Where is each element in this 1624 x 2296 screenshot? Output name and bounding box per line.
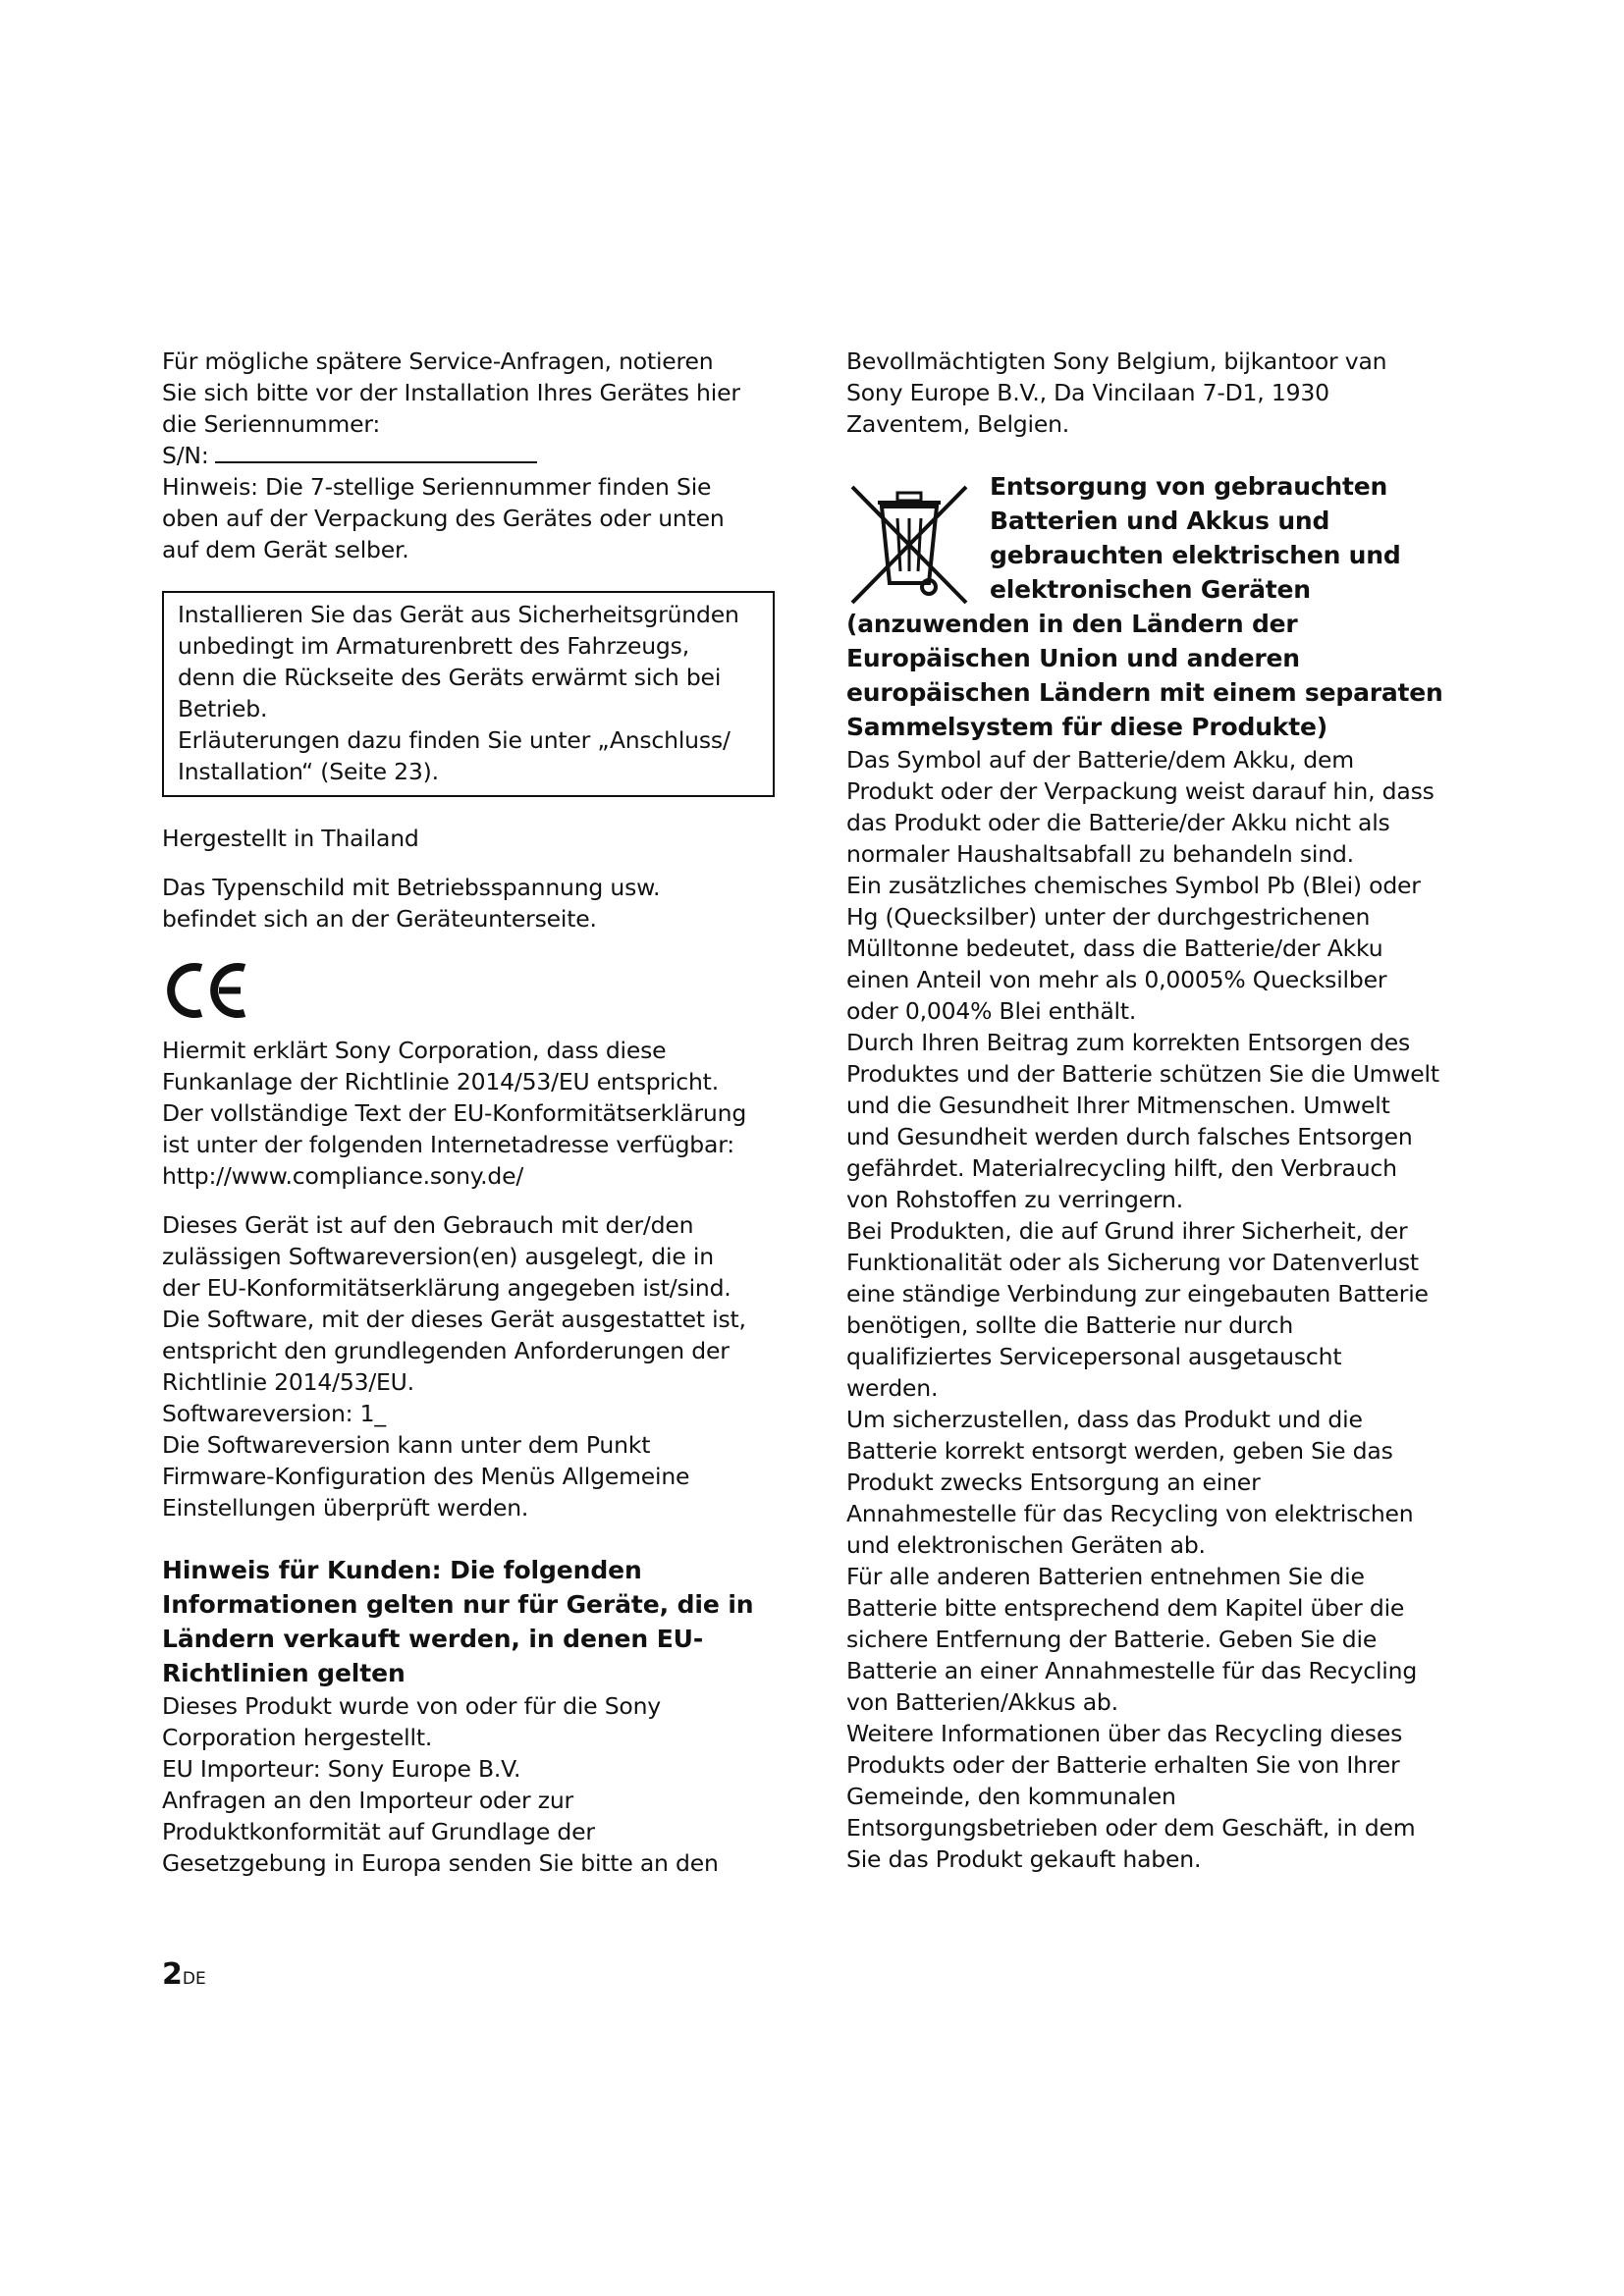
representative-address (846, 346, 1475, 440)
text-line: Produkt oder der Verpackung weist darauf hin, dass (846, 777, 1435, 805)
customer-notice-heading: Hinweis für Kunden: Die folgenden Informationen gelten nur für Geräte, die in Ländern verkauft werden, in denen EU- Richtlinien gelten (162, 1556, 754, 1687)
text-line: werden. (846, 1374, 939, 1402)
text-line: Die Software, mit der dieses Gerät ausgestattet ist, (162, 1306, 746, 1333)
language-code: DE (182, 1969, 206, 1989)
text-line: denn die Rückseite des Geräts erwärmt sich bei (178, 664, 722, 691)
text-line: und elektronischen Geräten ab. (846, 1531, 1206, 1559)
text-line: Anfragen an den Importeur oder zur (162, 1787, 573, 1814)
text-line: unbedingt im Armaturenbrett des Fahrzeugs, (178, 632, 689, 660)
made-in: Hergestellt in Thailand (162, 825, 419, 852)
text-line: auf dem Gerät selber. (162, 536, 409, 563)
text-line: Softwareversion: 1_ (162, 1400, 386, 1427)
text-line: Hiermit erklärt Sony Corporation, dass diese (162, 1037, 667, 1064)
text-line: Hg (Quecksilber) unter der durchgestrichenen (846, 903, 1371, 931)
weee-body (846, 744, 1475, 1875)
installation-warning-box (162, 591, 775, 797)
text-line: und die Gesundheit Ihrer Mitmenschen. Umwelt (846, 1092, 1390, 1119)
text-line: Funktionalität oder als Sicherung vor Datenverlust (846, 1249, 1419, 1276)
text-line: Produktes und der Batterie schützen Sie die Umwelt (846, 1060, 1439, 1088)
text-line: Sie das Produkt gekauft haben. (846, 1845, 1202, 1873)
text-line: Ein zusätzliches chemisches Symbol Pb (Blei) oder (846, 872, 1421, 899)
text-line: von Batterien/Akkus ab. (846, 1688, 1118, 1716)
text-line: Gemeinde, den kommunalen (846, 1783, 1176, 1810)
text-line: Der vollständige Text der EU-Konformitätserklärung (162, 1099, 747, 1127)
text-line: Die Softwareversion kann unter dem Punkt (162, 1431, 651, 1459)
text-line: gefährdet. Materialrecycling hilft, den Verbrauch (846, 1154, 1397, 1182)
text-line: Weitere Informationen über das Recycling dieses (846, 1720, 1403, 1747)
text-line: Dieses Gerät ist auf den Gebrauch mit der/den (162, 1211, 694, 1239)
text-line: Zaventem, Belgien. (846, 410, 1070, 438)
text-line: Betrieb. (178, 695, 268, 722)
text-line: Bei Produkten, die auf Grund ihrer Sicherheit, der (846, 1217, 1408, 1245)
ce-mark-icon (162, 960, 250, 1021)
text-line: und Gesundheit werden durch falsches Entsorgen (846, 1123, 1413, 1150)
text-line: Für alle anderen Batterien entnehmen Sie die (846, 1563, 1365, 1590)
text-line: von Rohstoffen zu verringern. (846, 1186, 1183, 1213)
text-line: Bevollmächtigten Sony Belgium, bijkantoor van (846, 347, 1387, 375)
text-line: Mülltonne bedeutet, dass die Batterie/der Akku (846, 934, 1383, 962)
text-line: ist unter der folgenden Internetadresse verfügbar: (162, 1131, 734, 1158)
compliance-url: http://www.compliance.sony.de/ (162, 1162, 524, 1190)
text-line: EU Importeur: Sony Europe B.V. (162, 1755, 521, 1783)
typeplate-note (162, 872, 790, 934)
text-line: Für mögliche spätere Service-Anfragen, notieren (162, 347, 714, 375)
text-line: oben auf der Verpackung des Gerätes oder unten (162, 505, 725, 532)
page-footer (162, 1957, 206, 1992)
serial-number-line (162, 440, 790, 471)
text-line: Installieren Sie das Gerät aus Sicherheitsgründen (178, 601, 739, 628)
left-column (162, 346, 790, 1879)
text-line: Produkt zwecks Entsorgung an einer (846, 1468, 1261, 1496)
text-line: Batterie bitte entsprechend dem Kapitel über die (846, 1594, 1405, 1622)
text-line: befindet sich an der Geräteunterseite. (162, 905, 597, 933)
text-line: qualifiziertes Servicepersonal ausgetauscht (846, 1343, 1342, 1370)
text-line: eine ständige Verbindung zur eingebauten Batterie (846, 1280, 1429, 1308)
text-line: Um sicherzustellen, dass das Produkt und die (846, 1406, 1363, 1433)
text-line: Produktkonformität auf Grundlage der (162, 1818, 595, 1845)
text-line: zulässigen Softwareversion(en) ausgelegt, die in (162, 1243, 714, 1270)
text-line: normaler Haushaltsabfall zu behandeln sind. (846, 840, 1354, 868)
text-line: Das Typenschild mit Betriebsspannung usw. (162, 874, 661, 901)
text-line: Das Symbol auf der Batterie/dem Akku, dem (846, 746, 1354, 774)
right-column (846, 346, 1475, 1875)
text-line: Dieses Produkt wurde von oder für die Sony (162, 1692, 661, 1720)
customer-notice-body (162, 1690, 790, 1879)
declaration-of-conformity (162, 1035, 790, 1192)
text-line: Firmware-Konfiguration des Menüs Allgemeine (162, 1463, 690, 1490)
serial-blank (215, 440, 537, 463)
text-line: Installation“ (Seite 23). (178, 758, 439, 785)
serial-label: S/N: (162, 442, 209, 469)
serial-notice (162, 346, 790, 565)
text-line: die Seriennummer: (162, 410, 381, 438)
text-line: oder 0,004% Blei enthält. (846, 997, 1137, 1025)
text-line: sichere Entfernung der Batterie. Geben Sie die (846, 1626, 1378, 1653)
crossed-out-wheelie-bin-icon (846, 473, 972, 607)
text-line: Batterie an einer Annahmestelle für das Recycling (846, 1657, 1418, 1684)
text-line: Produkts oder der Batterie erhalten Sie von Ihrer (846, 1751, 1400, 1779)
text-line: Sie sich bitte vor der Installation Ihres Gerätes hier (162, 379, 740, 406)
text-line: Funkanlage der Richtlinie 2014/53/EU entspricht. (162, 1068, 719, 1095)
text-line: Gesetzgebung in Europa senden Sie bitte an den (162, 1849, 719, 1877)
text-line: das Produkt oder die Batterie/der Akku nicht als (846, 809, 1390, 836)
text-line: Erläuterungen dazu finden Sie unter „Anschluss/ (178, 726, 731, 754)
text-line: Durch Ihren Beitrag zum korrekten Entsorgen des (846, 1029, 1411, 1056)
text-line: Annahmestelle für das Recycling von elektrischen (846, 1500, 1414, 1527)
text-line: Sony Europe B.V., Da Vincilaan 7-D1, 1930 (846, 379, 1329, 406)
text-line: Hinweis: Die 7-stellige Seriennummer finden Sie (162, 473, 712, 501)
text-line: Einstellungen überprüft werden. (162, 1494, 529, 1522)
text-line: entspricht den grundlegenden Anforderungen der (162, 1337, 730, 1364)
page-number: 2 (162, 1957, 183, 1992)
text-line: Batterie korrekt entsorgt werden, geben Sie das (846, 1437, 1393, 1465)
text-line: einen Anteil von mehr als 0,0005% Quecksilber (846, 966, 1387, 993)
text-line: Richtlinie 2014/53/EU. (162, 1368, 414, 1396)
weee-heading: Entsorgung von gebrauchten Batterien und Akkus und gebrauchten elektrischen und elektronischen Geräten (anzuwenden in den Ländern der Europäischen Union und anderen europäischen Ländern mit einem separaten Sammelsystem für diese Produkte) (846, 472, 1443, 741)
software-version-notice (162, 1209, 790, 1523)
text-line: Entsorgungsbetrieben oder dem Geschäft, in dem (846, 1814, 1416, 1842)
weee-section (846, 469, 1475, 1875)
text-line: Corporation hergestellt. (162, 1724, 433, 1751)
text-line: benötigen, sollte die Batterie nur durch (846, 1311, 1294, 1339)
text-line: der EU-Konformitätserklärung angegeben ist/sind. (162, 1274, 731, 1302)
